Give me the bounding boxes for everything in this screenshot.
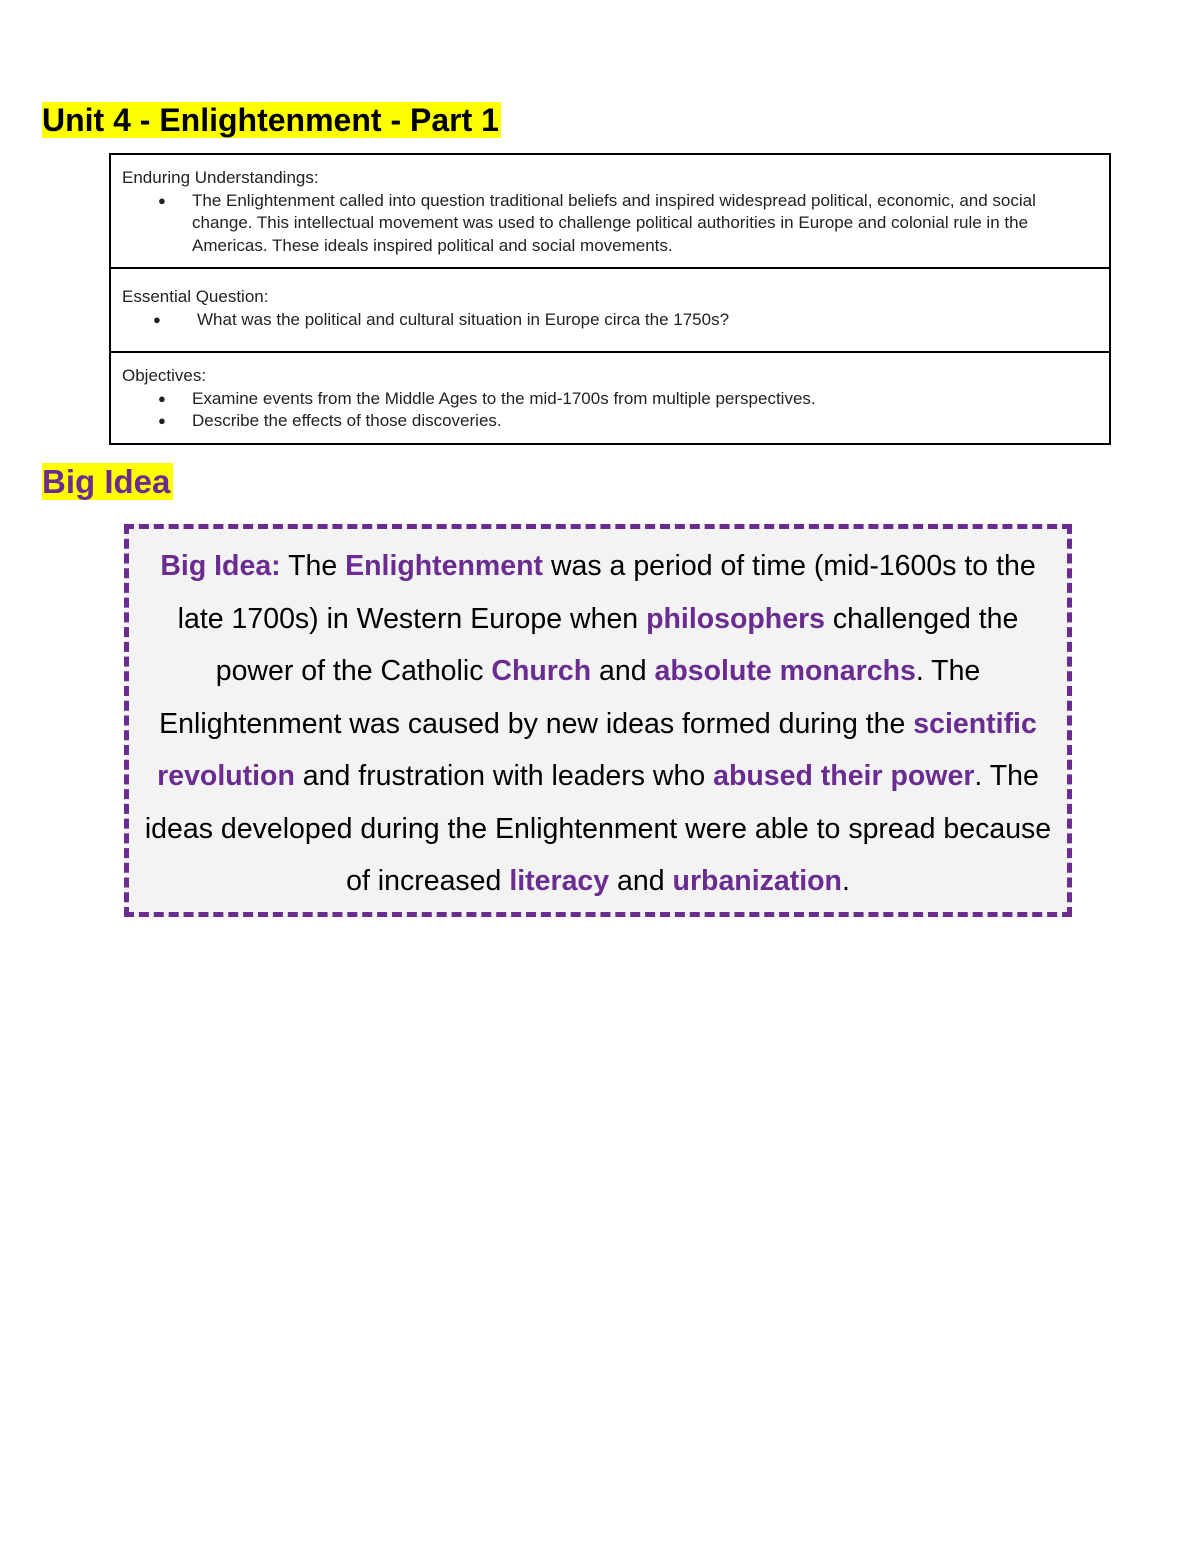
- enduring-understandings-list: [122, 190, 1099, 258]
- enduring-understanding-text: The Enlightenment called into question traditional beliefs and inspired widespread political, economic, and social change. This intellectual movement was used to challenge political authorities in Europe and colonial rule in the Americas. These ideals inspired political and social movements.: [192, 190, 1036, 255]
- table-row-objectives: [110, 352, 1110, 444]
- objectives-list: [122, 388, 1099, 433]
- list-item: [158, 388, 1099, 411]
- big-idea-text: .: [841, 865, 850, 897]
- big-idea-text: . The Enlightenment was caused by new ideas formed during the: [159, 655, 981, 740]
- unit-overview-table: [109, 153, 1111, 445]
- table-row-question: [110, 268, 1110, 352]
- big-idea-text: was a period of time (mid-1600s to the late 1700s) in Western Europe when: [177, 550, 1036, 635]
- essential-question-heading: Essential Question:: [122, 287, 269, 306]
- big-idea-text: The: [280, 550, 346, 582]
- key-term: abused their power: [713, 760, 975, 792]
- big-idea-text: . The ideas developed during the Enlightenment were able to spread because of increased: [144, 760, 1052, 897]
- key-term: literacy: [509, 865, 610, 897]
- big-idea-text: challenged the power of the Catholic: [215, 602, 1019, 687]
- key-term: Church: [491, 655, 592, 687]
- key-term: Enlightenment: [345, 550, 544, 582]
- page-title: [42, 100, 501, 140]
- key-term: scientific revolution: [157, 707, 1037, 792]
- page-title-text: Unit 4 - Enlightenment - Part 1: [42, 102, 499, 138]
- big-idea-paragraph: [135, 540, 1061, 908]
- objectives-cell: [110, 352, 1110, 444]
- bullet-icon: ●: [158, 413, 166, 428]
- bullet-icon: ●: [158, 390, 166, 406]
- big-idea-box: [124, 524, 1072, 917]
- big-idea-text: and: [591, 655, 655, 687]
- objective-text: Examine events from the Middle Ages to the mid-1700s from multiple perspectives.: [192, 388, 816, 408]
- big-idea-text: and: [609, 865, 673, 897]
- objective-text: Describe the effects of those discoveries.: [192, 411, 502, 430]
- enduring-understandings-cell: [110, 154, 1110, 268]
- bullet-icon: ●: [153, 311, 161, 327]
- list-item: [153, 309, 1099, 332]
- enduring-understandings-heading: Enduring Understandings:: [122, 168, 319, 187]
- big-idea-text: and frustration with leaders who: [294, 760, 714, 792]
- objectives-heading: Objectives:: [122, 366, 207, 385]
- big-idea-heading: [42, 461, 173, 503]
- big-idea-label: Big Idea:: [160, 550, 281, 582]
- key-term: absolute monarchs: [654, 655, 916, 687]
- table-row-enduring: [110, 154, 1110, 268]
- essential-question-cell: [110, 268, 1110, 352]
- essential-question-list: [122, 309, 1099, 332]
- key-term: urbanization: [672, 865, 842, 897]
- list-item: [158, 410, 1099, 433]
- essential-question-text: What was the political and cultural situation in Europe circa the 1750s?: [197, 309, 730, 329]
- bullet-icon: ●: [158, 192, 166, 208]
- key-term: philosophers: [646, 602, 826, 635]
- big-idea-heading-text: Big Idea: [42, 463, 173, 500]
- list-item: [158, 190, 1099, 258]
